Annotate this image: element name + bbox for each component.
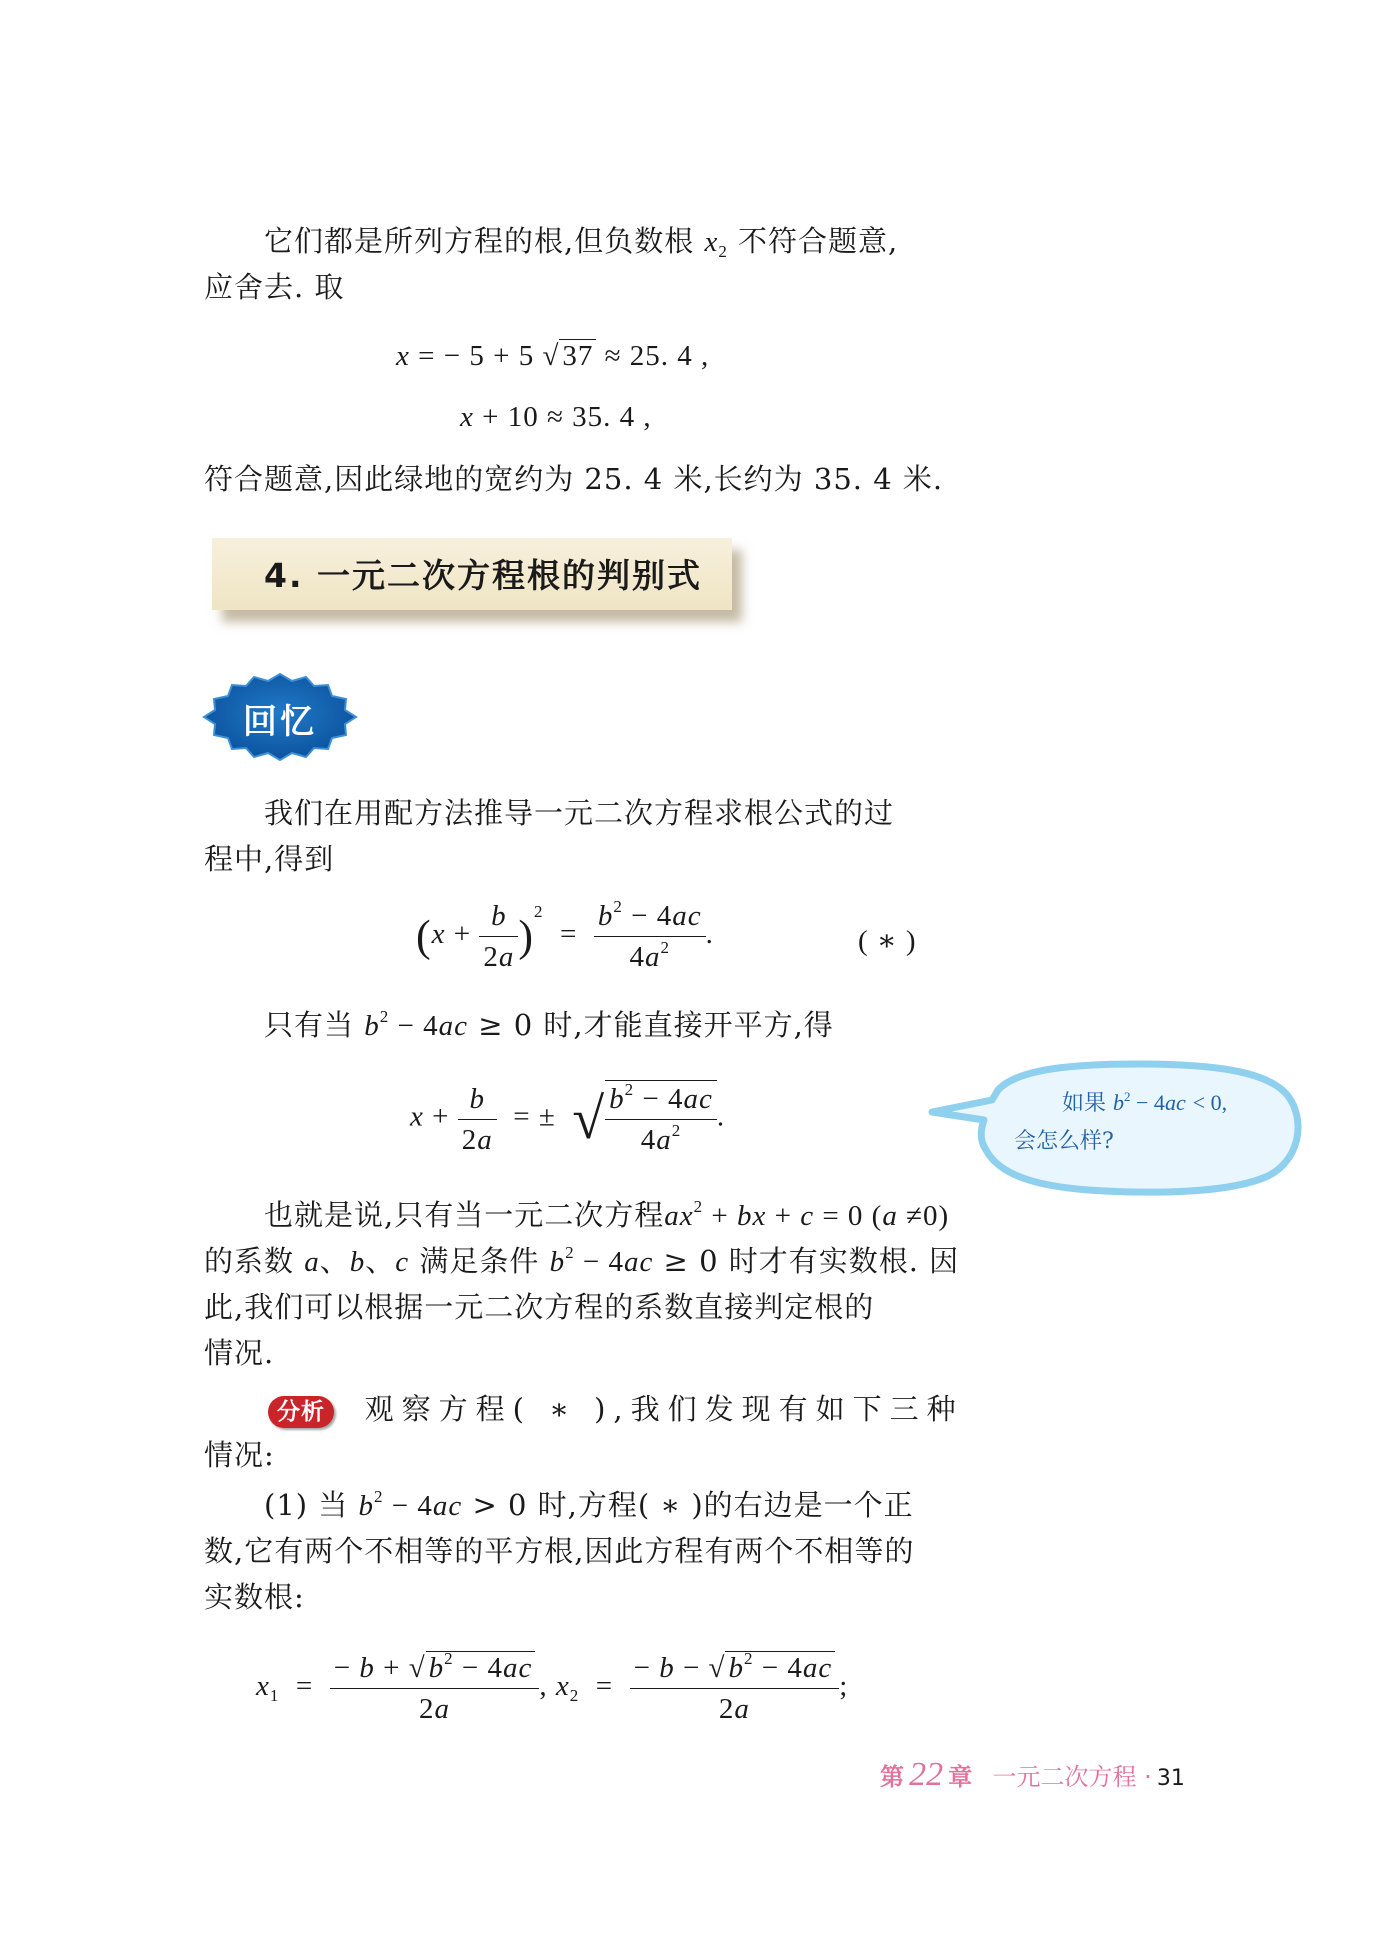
paragraph-condition: 只有当 $b^2 - 4ac \ge 0$ 时,才能直接开平方,得 (264, 1007, 834, 1042)
equation-length-value: x + 10 ≈ 35. 4 , (460, 401, 652, 433)
analysis-badge: 分析 (268, 1396, 334, 1428)
equation-sqrt: x + $\frac{b}{2a}$ = ± √ $\frac{b^2 - 4ac}{4a^2}$ . (410, 1080, 726, 1156)
paragraph-line: 应舍去. 取 (204, 270, 345, 304)
section-title: 4. 一元二次方程根的判别式 (264, 556, 702, 595)
thought-bubble (928, 1050, 1308, 1200)
bubble-line1: 如果 $b^2 - 4ac < 0$, (1062, 1089, 1228, 1116)
paragraph-discriminant-l2: 的系数 a、b、c 满足条件 $b^2 - 4ac \ge 0$ 时才有实数根. 因 (204, 1243, 960, 1278)
equation-roots: $x_1$ = $\frac{- b + √ b^2 - 4ac}{2a}$ , $x_2$ = $\frac{- b - √ b^2 - 4ac}{2a}$ ; (256, 1649, 849, 1725)
section-title-banner (212, 538, 732, 610)
case1-line1: (1) 当 $b^2 - 4ac > 0$ 时,方程( ∗ )的右边是一个正 (264, 1487, 914, 1522)
footer-chapter-pre: 第 (880, 1763, 904, 1791)
paragraph-roots-check (264, 218, 898, 265)
paragraph-recall-line2: 程中,得到 (204, 842, 335, 876)
bubble-line2: 会怎么样? (1014, 1129, 1114, 1154)
footer-chapter-title: 一元二次方程 · (992, 1763, 1152, 1791)
page-number: 31 (1156, 1766, 1185, 1791)
paragraph-discriminant-l4: 情况. (204, 1336, 275, 1370)
analysis-line2: 情况: (204, 1438, 275, 1472)
case1-line3: 实数根: (204, 1580, 305, 1614)
page-footer (880, 1756, 1185, 1794)
paragraph-recall-line1: 我们在用配方法推导一元二次方程求根公式的过 (264, 796, 895, 830)
equation-star: (x + $\frac{b}{2a}$ )$^2$ = $\frac{b^2 - 4ac}{4a^2}$ . (416, 897, 714, 973)
paragraph-discriminant-l1: 也就是说,只有当一元二次方程$ax^2$ + bx + c = 0 (a ≠0) (264, 1197, 950, 1232)
math-x2: $x_2$ (704, 226, 728, 261)
recall-badge-label: 回忆 (243, 702, 317, 742)
paragraph-discriminant-l3: 此,我们可以根据一元二次方程的系数直接判定根的 (204, 1290, 875, 1324)
paragraph-text: 不符合题意, (738, 224, 899, 258)
footer-chapter-post: 章 (948, 1763, 973, 1791)
analysis-line1: 分析 观察方程( ∗ ),我们发现有如下三种 (268, 1386, 964, 1432)
equation-tag: ( ∗ ) (858, 925, 917, 957)
equation-x-value: x = − 5 + 5 √ 37 ≈ 25. 4 , (396, 340, 710, 372)
sqrt-symbol: √ (542, 340, 560, 372)
footer-chapter-number: 22 (909, 1756, 944, 1793)
case1-line2: 数,它有两个不相等的平方根,因此方程有两个不相等的 (204, 1534, 915, 1568)
thought-bubble-shape (928, 1050, 1308, 1200)
paragraph-conclusion: 符合题意,因此绿地的宽约为 25. 4 米,长约为 35. 4 米. (204, 462, 944, 496)
paragraph-text: 它们都是所列方程的根,但负数根 (264, 224, 695, 258)
recall-badge (200, 672, 360, 762)
